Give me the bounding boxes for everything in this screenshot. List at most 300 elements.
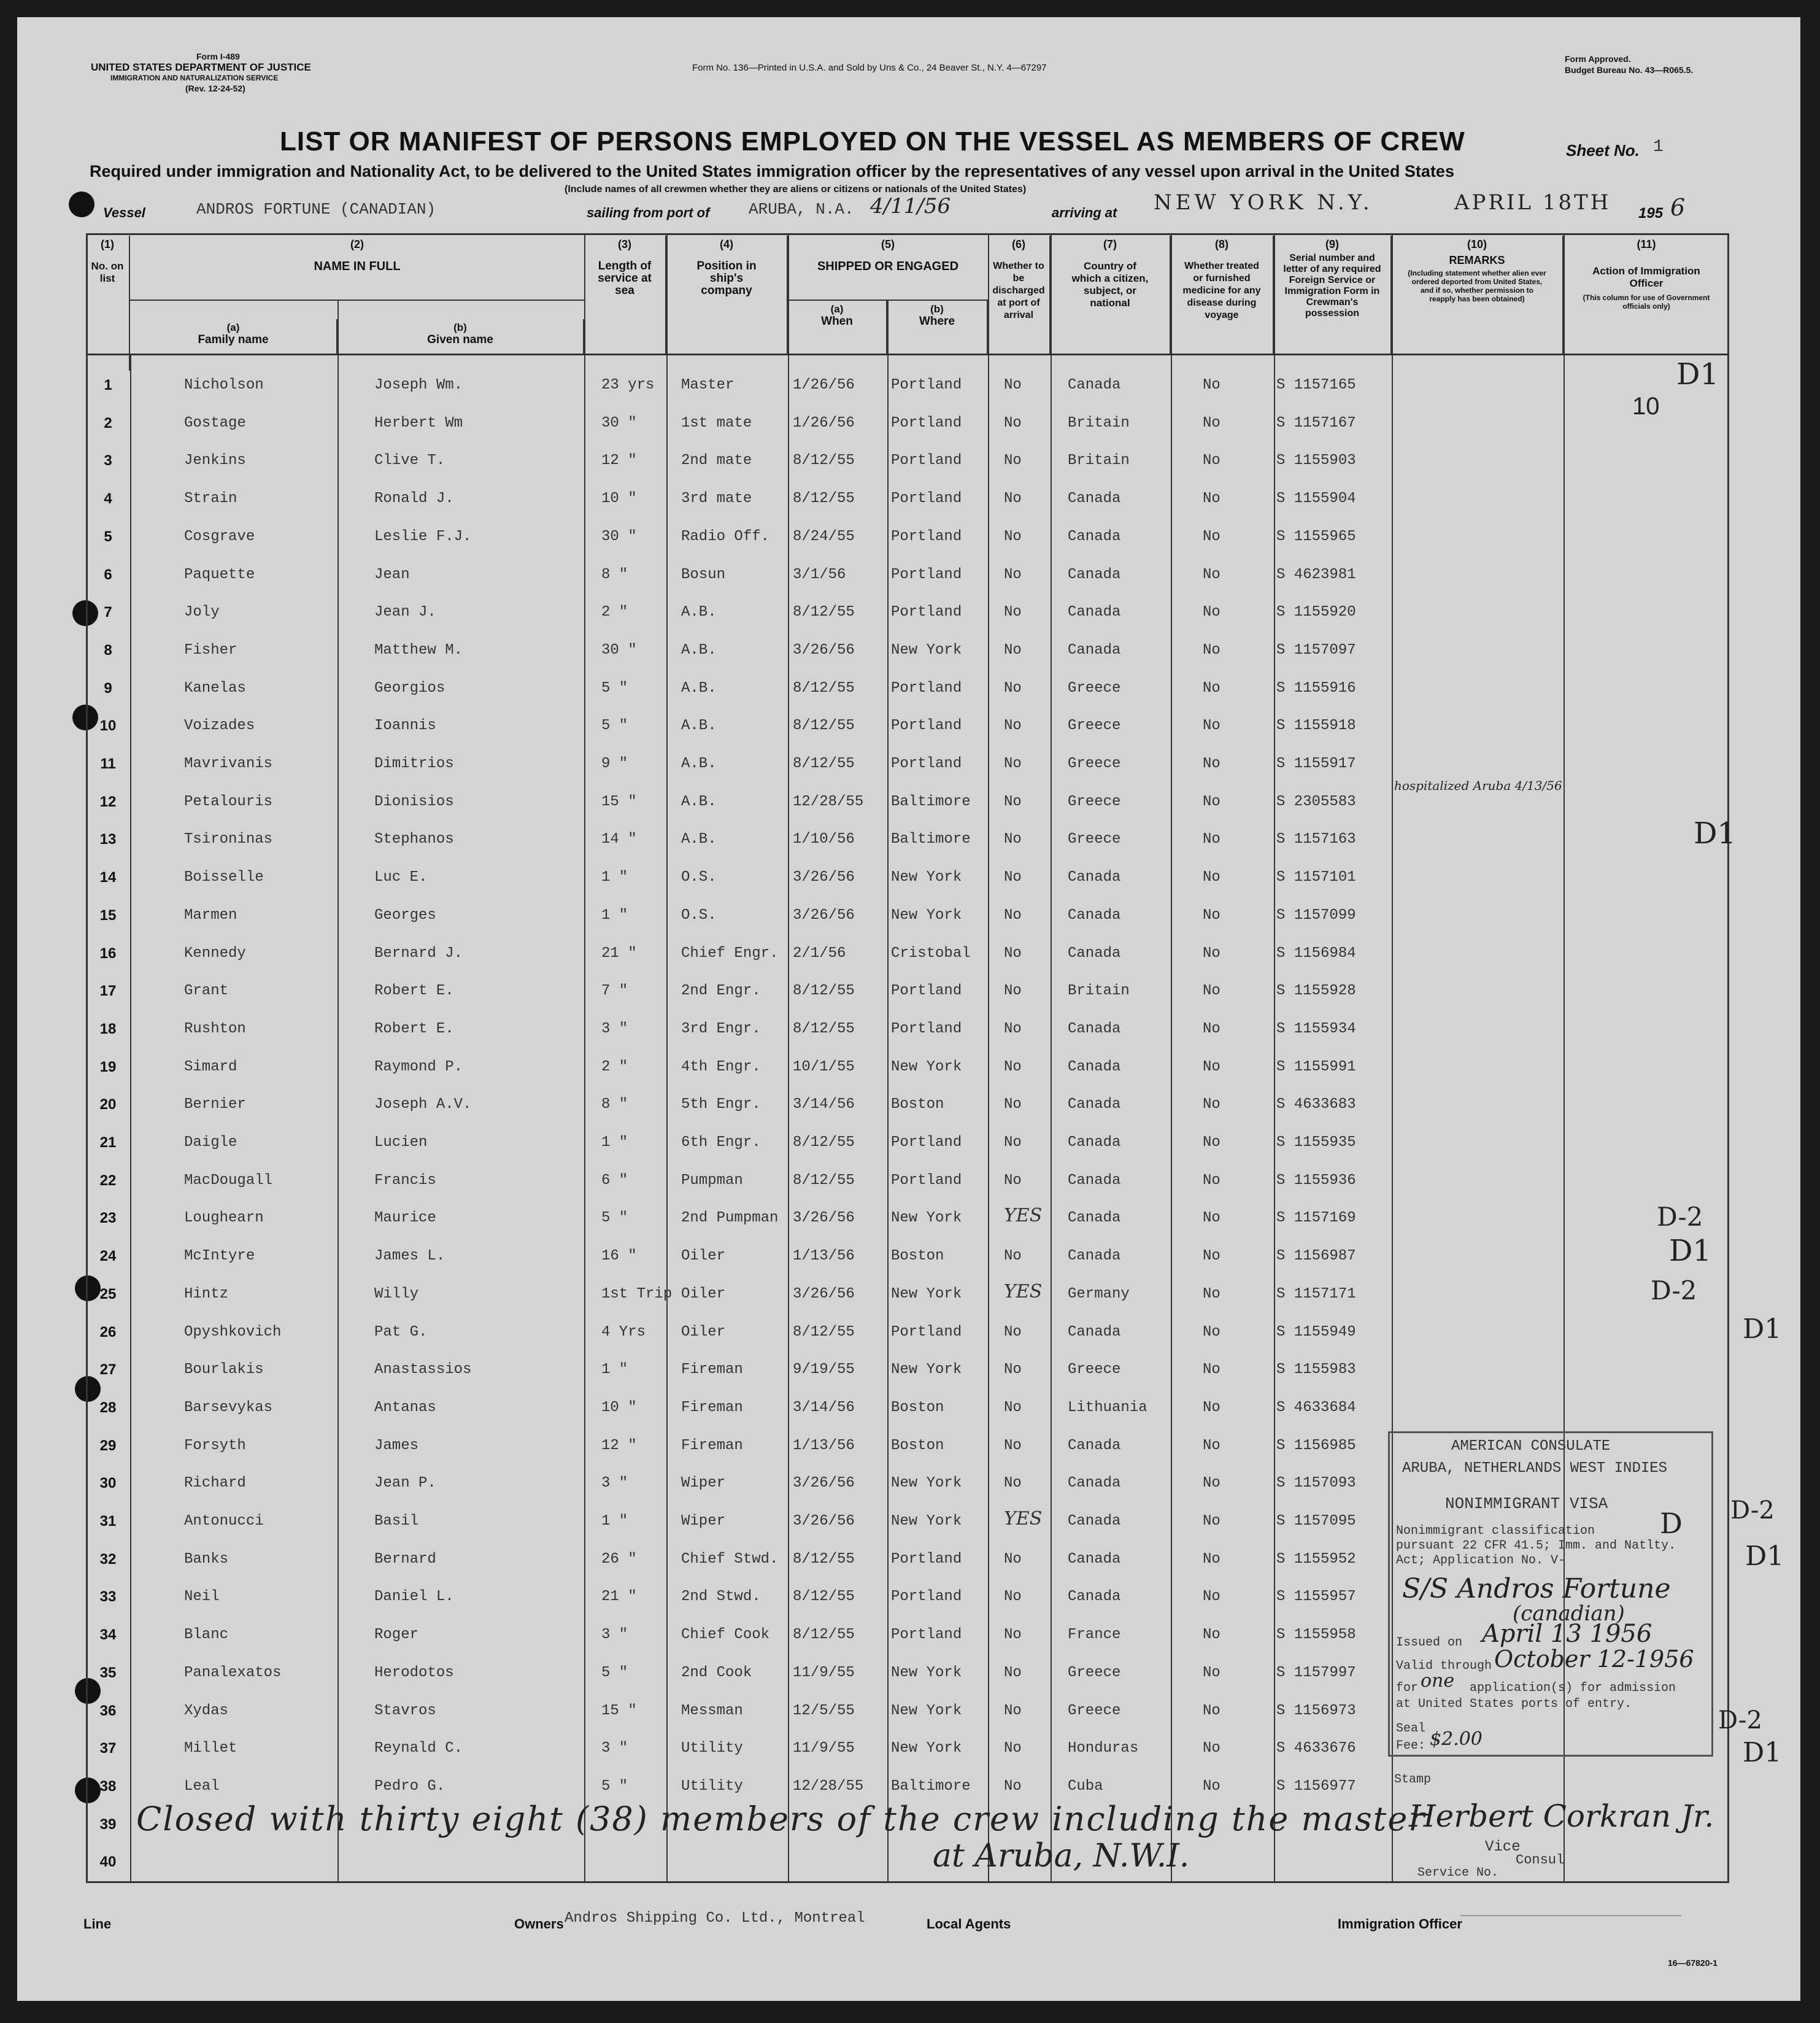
cell-medicine: No <box>1203 1172 1220 1189</box>
cell-when: 8/12/55 <box>793 1323 855 1340</box>
cell-position: A.B. <box>681 604 717 621</box>
cell-discharge: No <box>1004 679 1022 697</box>
cell-when: 8/12/55 <box>793 1020 855 1037</box>
cell-service: 10 " <box>601 490 637 508</box>
cell-position: Wiper <box>681 1475 726 1492</box>
cell-family: Loughearn <box>184 1210 264 1227</box>
cell-medicine: No <box>1203 377 1220 393</box>
row-number: 31 <box>99 1513 117 1530</box>
cell-given: Jean P. <box>374 1475 436 1492</box>
cell-service: 1 " <box>601 1134 628 1151</box>
cell-where: Portland <box>891 983 962 1000</box>
header-divider <box>86 354 1729 355</box>
cell-service: 12 " <box>601 1437 637 1454</box>
cell-serial: S 1155957 <box>1276 1588 1356 1606</box>
cell-given: Willy <box>374 1285 419 1302</box>
row-number: 26 <box>99 1323 117 1340</box>
stamp-valid-date: October 12-1956 <box>1494 1646 1694 1673</box>
cell-country: Canada <box>1068 945 1121 962</box>
cell-serial: S 4623981 <box>1276 566 1356 583</box>
cell-serial: S 1157099 <box>1276 907 1356 924</box>
cell-where: Portland <box>891 414 962 431</box>
cell-position: Radio Off. <box>681 528 770 545</box>
divider <box>130 355 131 1883</box>
cell-position: Utility <box>681 1740 743 1757</box>
cell-serial: S 1155935 <box>1276 1134 1356 1151</box>
cell-given: Anastassios <box>374 1361 472 1379</box>
cell-service: 5 " <box>601 1664 628 1681</box>
cell-where: Portland <box>891 1550 962 1568</box>
cell-serial: S 1155949 <box>1276 1323 1356 1340</box>
cell-medicine: No <box>1203 869 1220 886</box>
cell-country: Greece <box>1068 679 1121 697</box>
include-note: (Include names of all crewmen whether they are aliens or citizens or nationals of the United States) <box>565 184 1027 195</box>
row-number: 36 <box>99 1702 117 1719</box>
cell-where: New York <box>891 1702 962 1719</box>
cell-serial: S 1155920 <box>1276 604 1356 621</box>
cell-medicine: No <box>1203 756 1220 772</box>
cell-position: Fireman <box>681 1361 743 1379</box>
cell-serial: S 1157167 <box>1276 414 1356 431</box>
row-number: 23 <box>99 1210 117 1227</box>
cell-service: 9 " <box>601 756 628 772</box>
cell-discharge: No <box>1004 1020 1022 1037</box>
cell-serial: S 1155936 <box>1276 1172 1356 1189</box>
cell-medicine: No <box>1203 1627 1220 1644</box>
cell-country: Canada <box>1068 604 1121 621</box>
stamp-application: application(s) for admission <box>1470 1681 1676 1695</box>
cell-serial: S 1157169 <box>1276 1210 1356 1227</box>
cell-family: Xydas <box>184 1702 229 1719</box>
action-count: 10 <box>1632 393 1660 420</box>
cell-discharge: No <box>1004 528 1022 545</box>
cell-medicine: No <box>1203 1588 1220 1606</box>
cell-medicine: No <box>1203 718 1220 735</box>
row-number: 6 <box>104 566 112 583</box>
cell-given: Stephanos <box>374 831 454 848</box>
cell-country: Canada <box>1068 1550 1121 1568</box>
cell-country: Canada <box>1068 641 1121 659</box>
cell-position: 2nd Engr. <box>681 983 761 1000</box>
row-number: 7 <box>104 604 112 621</box>
cell-country: Canada <box>1068 1475 1121 1492</box>
cell-serial: S 1156985 <box>1276 1437 1356 1454</box>
cell-when: 9/19/55 <box>793 1361 855 1379</box>
cell-serial: S 1155916 <box>1276 679 1356 697</box>
cell-medicine: No <box>1203 1134 1220 1151</box>
cell-given: Clive T. <box>374 452 445 470</box>
cell-country: Greece <box>1068 1702 1121 1719</box>
cell-given: Dimitrios <box>374 756 454 772</box>
cell-medicine: No <box>1203 604 1220 621</box>
cell-given: Ioannis <box>374 718 436 735</box>
cell-when: 12/28/55 <box>793 1777 864 1795</box>
col-country: (7) Country of which a citizen, subject, or national <box>1051 236 1171 354</box>
cell-medicine: No <box>1203 679 1220 697</box>
cell-serial: S 1155934 <box>1276 1020 1356 1037</box>
cell-service: 7 " <box>601 983 628 1000</box>
stamp-consul: Consul <box>1516 1852 1565 1868</box>
form-number: Form I-489 <box>196 52 240 61</box>
cell-country: Canada <box>1068 1096 1121 1113</box>
cell-discharge: No <box>1004 869 1022 886</box>
cell-discharge: No <box>1004 983 1022 1000</box>
cell-family: MacDougall <box>184 1172 273 1189</box>
cell-service: 6 " <box>601 1172 628 1189</box>
cell-family: Jenkins <box>184 452 246 470</box>
cell-serial: S 1157997 <box>1276 1664 1356 1681</box>
d1-mark: D1 <box>1669 1234 1712 1268</box>
stamp-for-value: one <box>1421 1670 1455 1692</box>
stamp-vice: Vice <box>1485 1839 1521 1855</box>
cell-service: 30 " <box>601 414 637 431</box>
cell-where: New York <box>891 641 962 659</box>
cell-where: Boston <box>891 1096 944 1113</box>
cell-discharge: No <box>1004 1437 1022 1454</box>
cell-family: Bernier <box>184 1096 246 1113</box>
cell-serial: S 1155965 <box>1276 528 1356 545</box>
cell-given: Francis <box>374 1172 436 1189</box>
cell-service: 1 " <box>601 1513 628 1530</box>
cell-service: 15 " <box>601 1702 637 1719</box>
cell-service: 1 " <box>601 869 628 886</box>
cell-given: Dionisios <box>374 793 454 810</box>
cell-medicine: No <box>1203 831 1220 848</box>
cell-service: 3 " <box>601 1627 628 1644</box>
cell-position: A.B. <box>681 831 717 848</box>
row-number: 12 <box>99 793 117 810</box>
cell-family: Panalexatos <box>184 1664 282 1681</box>
cell-given: Herbert Wm <box>374 414 463 431</box>
d1-mark: D1 <box>1745 1541 1784 1572</box>
cell-medicine: No <box>1203 1513 1220 1530</box>
cell-serial: S 1157171 <box>1276 1285 1356 1302</box>
col-serial: (9) Serial number and letter of any required Foreign Service or Immigration Form in Crewman's possession <box>1274 236 1392 354</box>
sheet-label: Sheet No. <box>1566 141 1640 160</box>
cell-position: Oiler <box>681 1248 726 1265</box>
row-number: 27 <box>99 1361 117 1379</box>
d2-mark: D-2 <box>1730 1496 1775 1525</box>
sheet-number: 1 <box>1653 137 1664 157</box>
col-action-officer: (11) Action of Immigration Officer (This column for use of Government officials only) <box>1583 238 1710 311</box>
cell-serial: S 4633684 <box>1276 1399 1356 1416</box>
cell-position: 6th Engr. <box>681 1134 761 1151</box>
cell-position: Fireman <box>681 1399 743 1416</box>
cell-medicine: No <box>1203 983 1220 1000</box>
cell-service: 3 " <box>601 1740 628 1757</box>
cell-when: 8/12/55 <box>793 1588 855 1606</box>
cell-country: France <box>1068 1627 1121 1644</box>
cell-given: Robert E. <box>374 1020 454 1037</box>
cell-when: 11/9/55 <box>793 1740 855 1757</box>
row-number: 16 <box>99 945 117 962</box>
cell-position: A.B. <box>681 718 717 735</box>
cell-where: New York <box>891 1513 962 1530</box>
cell-where: Portland <box>891 756 962 772</box>
cell-where: Baltimore <box>891 793 971 810</box>
cell-given: Maurice <box>374 1210 436 1227</box>
cell-given: James L. <box>374 1248 445 1265</box>
divider <box>584 233 585 1883</box>
revision: (Rev. 12-24-52) <box>185 83 245 93</box>
cell-family: Nicholson <box>184 377 264 393</box>
cell-serial: S 1157165 <box>1276 377 1356 393</box>
arriving-label: arriving at <box>1052 205 1117 220</box>
cell-family: Kennedy <box>184 945 246 962</box>
cell-when: 8/12/55 <box>793 1172 855 1189</box>
divider <box>1274 233 1275 1883</box>
cell-discharge: No <box>1004 1777 1022 1795</box>
cell-discharge: No <box>1004 1550 1022 1568</box>
col-remarks: (10) REMARKS (Including statement whether alien ever ordered deported from United States, and if so, whether permission to reapply has been obtained) <box>1392 236 1564 354</box>
divider <box>887 301 889 1883</box>
cell-country: Canada <box>1068 490 1121 508</box>
cell-country: Canada <box>1068 1513 1121 1530</box>
row-number: 14 <box>99 869 117 886</box>
cell-given: Leslie F.J. <box>374 528 472 545</box>
cell-discharge: No <box>1004 1702 1022 1719</box>
cell-where: Portland <box>891 452 962 470</box>
cell-where: Portland <box>891 1627 962 1644</box>
cell-serial: S 1155952 <box>1276 1550 1356 1568</box>
stamp-consulate: AMERICAN CONSULATE <box>1451 1438 1611 1455</box>
closing-location: at Aruba, N.W.I. <box>933 1838 1190 1874</box>
page-title: LIST OR MANIFEST OF PERSONS EMPLOYED ON THE VESSEL AS MEMBERS OF CREW <box>280 126 1465 157</box>
cell-discharge: No <box>1004 1399 1022 1416</box>
cell-where: Portland <box>891 604 962 621</box>
cell-service: 23 yrs <box>601 377 655 393</box>
cell-medicine: No <box>1203 907 1220 924</box>
cell-when: 8/12/55 <box>793 1627 855 1644</box>
cell-when: 1/26/56 <box>793 377 855 393</box>
cell-serial: S 1157097 <box>1276 641 1356 659</box>
cell-when: 3/26/56 <box>793 1285 855 1302</box>
form-approved: Form Approved. <box>1565 54 1631 64</box>
punch-hole <box>69 191 94 217</box>
vessel-label: Vessel <box>103 205 145 220</box>
cell-given: Joseph A.V. <box>374 1096 472 1113</box>
cell-given: James <box>374 1437 419 1454</box>
d1-mark: D1 <box>1676 357 1719 392</box>
cell-discharge: No <box>1004 1172 1022 1189</box>
cell-discharge: No <box>1004 1475 1022 1492</box>
cell-position: Fireman <box>681 1437 743 1454</box>
cell-where: New York <box>891 1664 962 1681</box>
cell-country: Cuba <box>1068 1777 1103 1795</box>
cell-service: 5 " <box>601 679 628 697</box>
cell-service: 5 " <box>601 718 628 735</box>
cell-medicine: No <box>1203 1777 1220 1795</box>
cell-serial: S 1157093 <box>1276 1475 1356 1492</box>
cell-given: Luc E. <box>374 869 428 886</box>
cell-position: 2nd Pumpman <box>681 1210 779 1227</box>
cell-country: Canada <box>1068 1588 1121 1606</box>
stamp-fee: $2.00 <box>1430 1728 1483 1750</box>
cell-family: Kanelas <box>184 679 246 697</box>
col-when: (a) When <box>788 301 887 354</box>
subtitle: Required under immigration and Nationality Act, to be delivered to the United States immigration officer by the representatives of any vessel upon arrival in the United States <box>90 162 1454 180</box>
cell-country: Canada <box>1068 1134 1121 1151</box>
cell-position: 3rd Engr. <box>681 1020 761 1037</box>
cell-service: 4 Yrs <box>601 1323 646 1340</box>
cell-medicine: No <box>1203 1437 1220 1454</box>
cell-given: Joseph Wm. <box>374 377 463 393</box>
cell-service: 16 " <box>601 1248 637 1265</box>
cell-given: Jean J. <box>374 604 436 621</box>
cell-country: Canada <box>1068 907 1121 924</box>
cell-when: 3/14/56 <box>793 1096 855 1113</box>
cell-serial: S 1157101 <box>1276 869 1356 886</box>
cell-when: 8/12/55 <box>793 1134 855 1151</box>
cell-given: Stavros <box>374 1702 436 1719</box>
cell-discharge: No <box>1004 1664 1022 1681</box>
cell-discharge: No <box>1004 641 1022 659</box>
department: UNITED STATES DEPARTMENT OF JUSTICE <box>91 61 311 73</box>
cell-given: Reynald C. <box>374 1740 463 1757</box>
divider <box>1051 233 1052 1883</box>
cell-position: A.B. <box>681 756 717 772</box>
cell-discharge: No <box>1004 1058 1022 1075</box>
cell-medicine: No <box>1203 1702 1220 1719</box>
col-no-on-list: (1) No. on list <box>86 236 130 371</box>
consul-signature: Herbert Corkran Jr. <box>1409 1798 1714 1834</box>
cell-country: Greece <box>1068 793 1121 810</box>
cell-country: Britain <box>1068 452 1130 470</box>
cell-position: Pumpman <box>681 1172 743 1189</box>
cell-when: 8/12/55 <box>793 1550 855 1568</box>
cell-family: Forsyth <box>184 1437 246 1454</box>
cell-where: Cristobal <box>891 945 971 962</box>
cell-where: Baltimore <box>891 831 971 848</box>
cell-position: A.B. <box>681 679 717 697</box>
remark-row-12: hospitalized Aruba 4/13/56 <box>1394 778 1562 793</box>
row-number: 28 <box>99 1399 117 1416</box>
row-number: 34 <box>99 1627 117 1644</box>
row-number: 25 <box>99 1285 117 1302</box>
cell-given: Bernard J. <box>374 945 463 962</box>
cell-family: Hintz <box>184 1285 229 1302</box>
cell-where: Baltimore <box>891 1777 971 1795</box>
row-number: 18 <box>99 1020 117 1037</box>
cell-where: Portland <box>891 679 962 697</box>
cell-position: O.S. <box>681 907 717 924</box>
cell-when: 1/13/56 <box>793 1437 855 1454</box>
stamp-ports: at United States ports of entry. <box>1396 1697 1632 1711</box>
cell-given: Jean <box>374 566 410 583</box>
cell-serial: S 1156977 <box>1276 1777 1356 1795</box>
cell-discharge: YES <box>1004 1280 1043 1302</box>
cell-family: Cosgrave <box>184 528 255 545</box>
row-number: 19 <box>99 1058 117 1075</box>
cell-where: New York <box>891 1475 962 1492</box>
cell-when: 3/26/56 <box>793 869 855 886</box>
cell-where: Portland <box>891 528 962 545</box>
divider <box>788 233 789 1883</box>
closing-statement: Closed with thirty eight (38) members of the crew including the master <box>136 1800 1426 1838</box>
sail-date: 4/11/56 <box>870 194 951 219</box>
row-number: 22 <box>99 1172 117 1189</box>
d2-mark: D-2 <box>1657 1202 1703 1232</box>
cell-position: A.B. <box>681 793 717 810</box>
cell-when: 2/1/56 <box>793 945 846 962</box>
divider <box>666 233 668 1883</box>
cell-where: Portland <box>891 1323 962 1340</box>
cell-discharge: No <box>1004 377 1022 393</box>
cell-serial: S 1155904 <box>1276 490 1356 508</box>
cell-when: 8/12/55 <box>793 983 855 1000</box>
cell-country: Canada <box>1068 1210 1121 1227</box>
footer-owners-label: Owners <box>514 1916 564 1932</box>
cell-country: Greece <box>1068 718 1121 735</box>
cell-discharge: No <box>1004 945 1022 962</box>
cell-service: 12 " <box>601 452 637 470</box>
row-number: 5 <box>104 528 112 545</box>
cell-when: 8/12/55 <box>793 452 855 470</box>
cell-where: Boston <box>891 1399 944 1416</box>
cell-serial: S 1155917 <box>1276 756 1356 772</box>
row-number: 24 <box>99 1248 117 1265</box>
cell-family: Joly <box>184 604 220 621</box>
cell-service: 14 " <box>601 831 637 848</box>
cell-family: Voizades <box>184 718 255 735</box>
cell-service: 10 " <box>601 1399 637 1416</box>
stamp-visa-type: NONIMMIGRANT VISA <box>1445 1495 1608 1513</box>
col-length-service: (3) Length of service at sea <box>584 236 666 354</box>
cell-where: Portland <box>891 1134 962 1151</box>
cell-where: New York <box>891 1740 962 1757</box>
cell-when: 10/1/55 <box>793 1058 855 1075</box>
cell-serial: S 1155918 <box>1276 718 1356 735</box>
cell-position: Bosun <box>681 566 726 583</box>
stamp-for-label: for <box>1396 1681 1419 1695</box>
col-position: (4) Position in ship's company <box>666 236 788 354</box>
cell-given: Daniel L. <box>374 1588 454 1606</box>
year-digit: 6 <box>1670 194 1686 221</box>
cell-given: Ronald J. <box>374 490 454 508</box>
row-number: 3 <box>104 452 112 470</box>
cell-when: 8/12/55 <box>793 490 855 508</box>
cell-where: New York <box>891 1058 962 1075</box>
cell-given: Georgios <box>374 679 445 697</box>
cell-serial: S 1155903 <box>1276 452 1356 470</box>
cell-position: 4th Engr. <box>681 1058 761 1075</box>
row-number: 37 <box>99 1740 117 1757</box>
cell-when: 12/28/55 <box>793 793 864 810</box>
cell-service: 5 " <box>601 1210 628 1227</box>
cell-service: 2 " <box>601 1058 628 1075</box>
stamp-vessel-flag: (canadian) <box>1513 1601 1625 1626</box>
cell-country: Britain <box>1068 414 1130 431</box>
cell-given: Bernard <box>374 1550 436 1568</box>
cell-when: 1/13/56 <box>793 1248 855 1265</box>
cell-service: 30 " <box>601 641 637 659</box>
cell-medicine: No <box>1203 452 1220 470</box>
cell-discharge: No <box>1004 1096 1022 1113</box>
row-number: 8 <box>104 641 112 659</box>
cell-family: McIntyre <box>184 1248 255 1265</box>
stamp-valid-label: Valid through <box>1396 1659 1492 1673</box>
cell-family: Banks <box>184 1550 229 1568</box>
cell-country: Canada <box>1068 1437 1121 1454</box>
cell-position: Oiler <box>681 1323 726 1340</box>
col-medicine: (8) Whether treated or furnished medicine for any disease during voyage <box>1171 236 1274 354</box>
row-number: 35 <box>99 1664 117 1681</box>
cell-when: 3/26/56 <box>793 907 855 924</box>
cell-when: 12/5/55 <box>793 1702 855 1719</box>
row-number: 39 <box>99 1816 117 1833</box>
row-number: 32 <box>99 1550 117 1568</box>
cell-where: Portland <box>891 718 962 735</box>
